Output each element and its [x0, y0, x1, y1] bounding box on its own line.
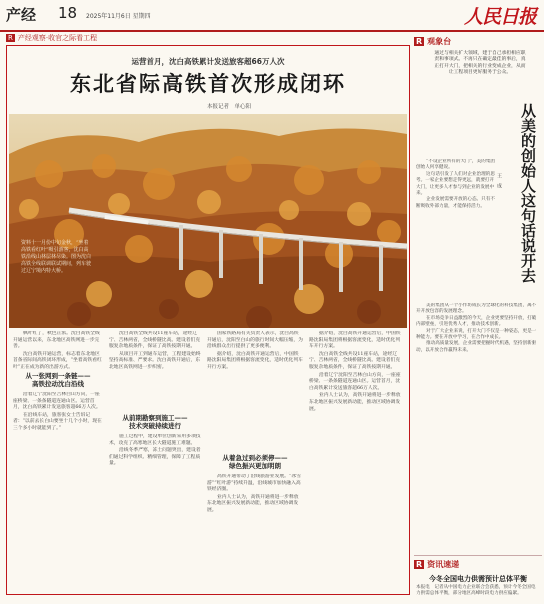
paragraph: 沈白高铁全线共设11座车站，途经辽宁、吉林两省，全线桥隧比高。建设者们克服复杂地质条件，保证了高铁按期开通。 — [309, 351, 401, 370]
paragraph: “不设企业所有的大门”，美的集团创始人何享健说。 — [416, 159, 496, 171]
news-title: 今冬全国电力供需预计总体平衡 — [429, 575, 527, 583]
article-col-2 — [109, 331, 201, 411]
opinion-author: 王 成 — [496, 173, 502, 188]
paragraph: 据介绍，沈白高铁开通运营后，中国铁路沈阳局集团将根据客流变化，适时优化列车开行方案。 — [309, 331, 401, 350]
paragraph: 从项目开工到通车运营，工程建设始终坚持高标准、严要求。沈白高铁开通后，东北地区高铁网进一步织密。 — [109, 351, 201, 370]
paragraph: 据介绍，沈白高铁开通运营后，中国铁路沈阳局集团将根据客流变化，适时优化列车开行方案。 — [207, 351, 303, 370]
article-subhead-3: 从着急过到必须停—— 绿色振兴更加明朗 — [222, 454, 288, 470]
sidebar-tag — [414, 36, 451, 47]
paragraph: 推动高质量发展，企业需要把握时代机遇，坚持创新驱动，以开放合作赢得未来。 — [416, 341, 537, 353]
article-col-3b — [207, 474, 303, 590]
paragraph: 业内人士认为，高铁开通将进一步释放东北地区振兴发展新动能，推动区域协调发展。 — [309, 393, 401, 412]
article-col-4 — [309, 331, 403, 590]
opinion-title: 从美的创始人这句话说开去 — [519, 103, 537, 283]
article-byline: 本报记者 单心阳 — [207, 104, 252, 110]
article-kicker: 运营首月，沈白高铁累计发送旅客超66万人次 — [131, 57, 285, 66]
article-photo — [9, 114, 407, 328]
news-tag-label: 资讯速递 — [427, 560, 460, 569]
article-col-1 — [13, 331, 103, 369]
publication-date: 2025年11月6日 星期四 — [86, 13, 151, 20]
paragraph: 沈白高铁开通运营，标志着东北地区首条省际间高铁闭环形成，“坐着高铁看红叶”正在成为新的出游方式。 — [13, 351, 102, 369]
paragraph: 沿着辽宁沈阳至吉林白山方向，一座座桥梁、一条条隧道连通山区。运营首月，沈白高铁累计发送旅客超66万人次。 — [13, 392, 101, 411]
paragraph: 企业发展需要开放的心态。只有不断吸收外部力量，才能保持活力。 — [416, 197, 495, 209]
article-subhead-1: 从一张网到一条链—— 高铁拉动沈白沿线 — [25, 372, 91, 388]
sidebar-opinion — [414, 33, 542, 595]
column-band — [6, 33, 97, 43]
section-name: 产经 — [6, 6, 37, 24]
page-header — [0, 0, 544, 32]
paragraph: 沈白高铁全线共设11座车站，途经辽宁、吉林两省，全线桥隧比高。建设者们克服复杂地质条件，保证了高铁按期开通。 — [109, 331, 201, 350]
photo-caption: 资料十一月份中旬金秋，“坐着高铁看红叶”吸引游客，沈白高铁沿线山林层林尽染。图为沈白高铁全线联调联试期间，列车驶过辽宁境内特大桥。 — [21, 240, 92, 274]
divider — [414, 555, 542, 556]
r-mark-icon: R — [416, 560, 423, 569]
paragraph: 在市场竞争日益激烈的今天，企业更要坚持开放，打破内部壁垒，引进优秀人才，推动技术创新。 — [416, 315, 537, 328]
article-col-2b — [109, 434, 201, 590]
column-band-label: 产经观察·收官之际看工程 — [17, 34, 98, 42]
paragraph: 沿线冬季严寒，冻土问题突出，建设者们通过科学组织、精细管理，保障了工程质量。 — [109, 448, 201, 467]
paragraph: 枫叶红了，秋色正浓。沈白高铁全线开通运营以来，东北地区高铁网进一步完善。 — [13, 331, 100, 350]
opinion-body-1 — [416, 159, 496, 297]
paragraph: 美的集团从一个小作坊成长为全球化的科技集团，离不开开放包容的发展理念。 — [416, 303, 537, 315]
paragraph: 在沿线车站，旅客张女士告诉记者：“以前去长白山要坐十几个小时，现在三个多小时就能到了。” — [13, 412, 102, 431]
paragraph: 高铁开通带动了沿线旅游业发展。“冰雪游”“红叶游”持续升温，沿线城市加快融入高铁经济圈。 — [207, 474, 302, 493]
r-mark-icon: R — [416, 37, 423, 46]
paragraph: 对于广大企业来说，打开大门不仅是一种姿态，更是一种能力。要在开放中学习，在合作中成长。 — [416, 328, 537, 341]
newspaper-logo: 人民日报 — [463, 6, 536, 28]
autumn-viaduct-photo — [9, 114, 407, 328]
main-article — [6, 45, 410, 595]
article-col-3 — [207, 331, 303, 449]
paragraph: 这句话引发了人们对企业治理的思考。一家企业要想走得更远，就要打开大门，让更多人才参与到企业的发展中来。 — [416, 171, 495, 197]
article-subhead-2: 从前期勘察到施工—— 技术突破持续进行 — [122, 414, 188, 430]
news-tag — [414, 559, 459, 570]
paragraph: 业内人士认为，高铁开通将进一步释放东北地区振兴发展新动能，推动区域协调发展。 — [207, 494, 299, 513]
news-body: 本报电 记者从中国电力企业联合会获悉，预计今冬全国电力供需总体平衡，部分地区高峰时段电力供应偏紧。 — [416, 585, 536, 597]
sidebar-intro: 通过与相关扩大领域，建于自己承担相应职责和事项式。不再只在确定最佳的事后，真正打开大门，把相关的行业变成企业，从而让工程项目更好服务于公众。 — [434, 51, 526, 76]
article-col-1b — [13, 392, 103, 590]
paragraph: 沿着辽宁沈阳至吉林白山方向，一座座桥梁、一条条隧道连通山区。运营首月，沈白高铁累计发送旅客超66万人次。 — [309, 372, 401, 391]
article-headline: 东北省际高铁首次形成闭环 — [70, 72, 346, 96]
paragraph: 施工过程中，建设单位创新采用多项技术，攻克了高寒地区长大隧道施工难题。 — [109, 434, 201, 446]
paragraph: 国家铁路局有关负责人表示，沈白高铁开通后，沈阳至白山的旅行时间大幅压缩，为沿线群众出行提供了更多便利。 — [207, 331, 303, 350]
page-number: 18 — [58, 4, 78, 22]
sidebar-tag-label: 观象台 — [427, 37, 452, 46]
r-mark-icon: R — [8, 34, 13, 42]
opinion-body-2 — [416, 303, 540, 553]
